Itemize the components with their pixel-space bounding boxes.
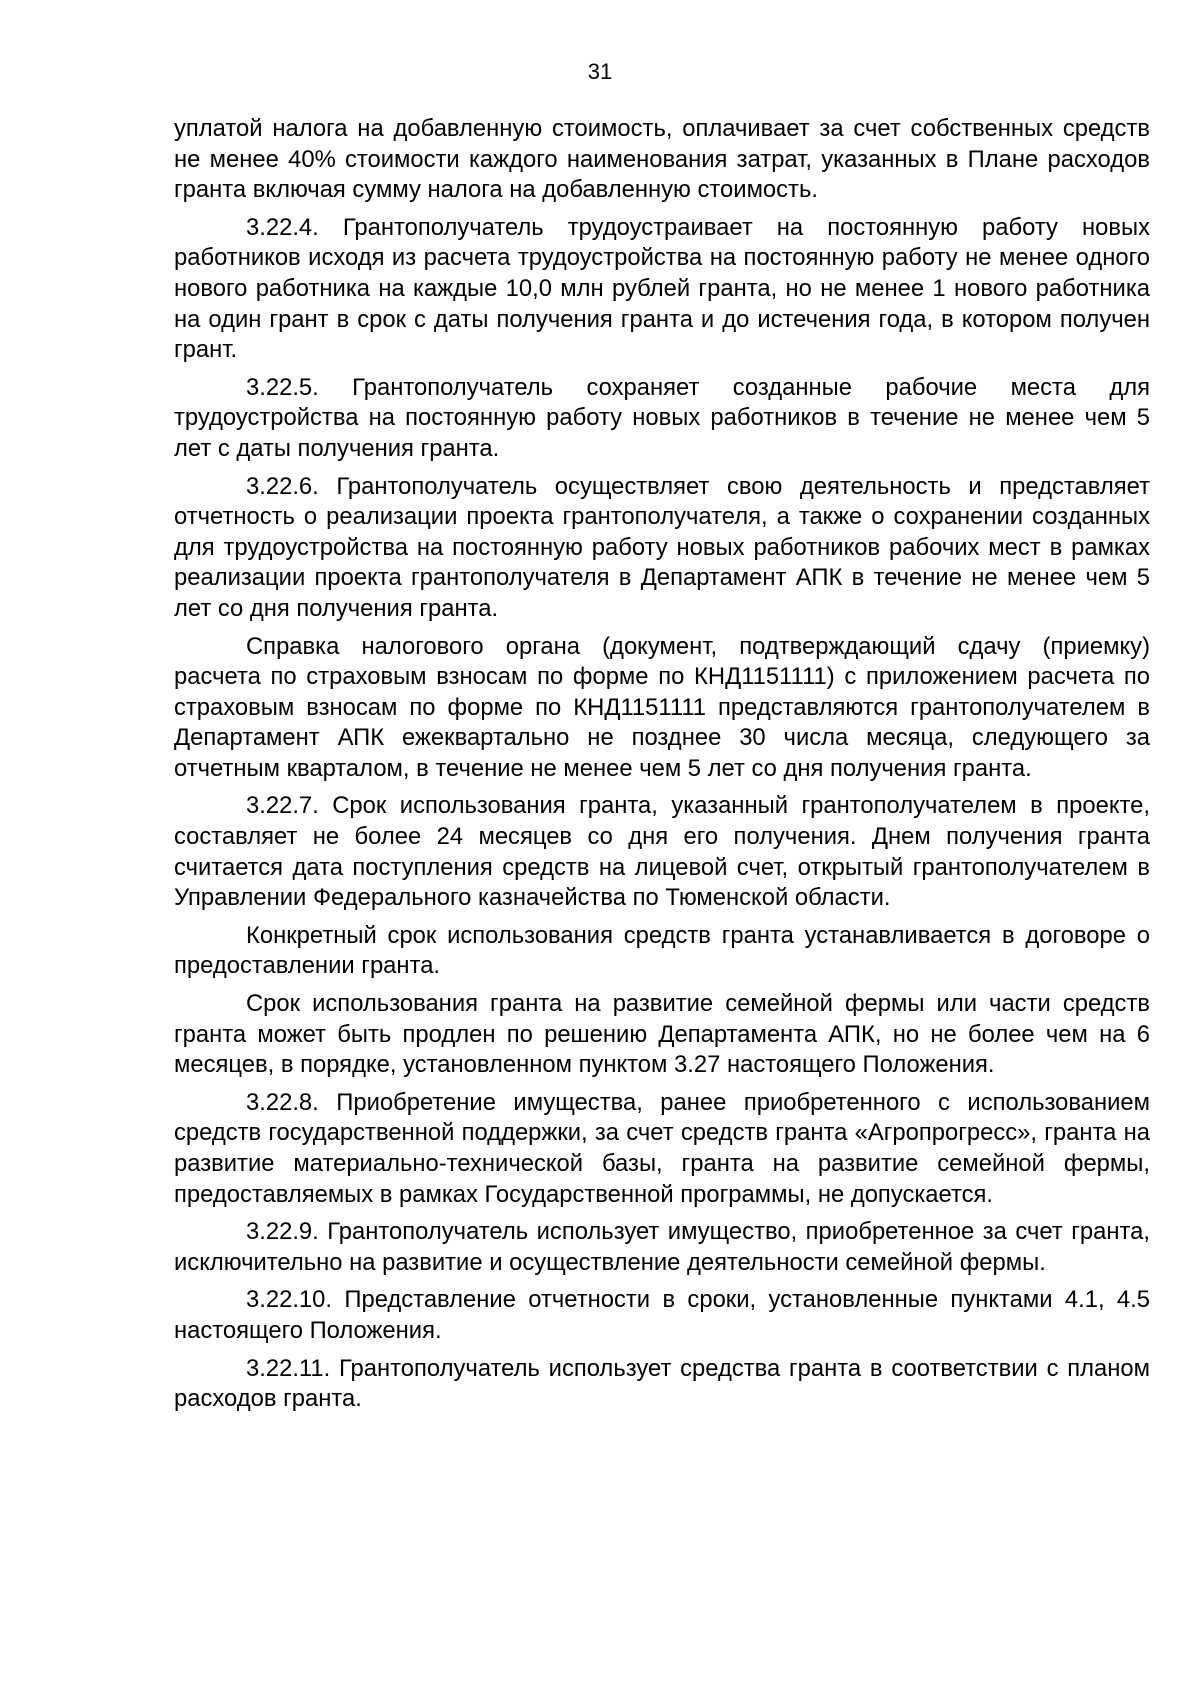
paragraph-3-22-6: 3.22.6. Грантополучатель осуществляет свою деятельность и представляет отчетность о реализации проекта грантополучателя, а также о сохранении созданных для трудоустройства на постоянную работу новых работников рабочих мест в рамках реализации проекта грантополучателя в Департамент АПК в течение не менее чем 5 лет со дня получения гранта. (174, 472, 1150, 622)
document-body (174, 114, 1150, 1422)
paragraph-specific-term: Конкретный срок использования средств гранта устанавливается в договоре о предоставлении гранта. (174, 921, 1150, 980)
paragraph-continuation: уплатой налога на добавленную стоимость, оплачивает за счет собственных средств не менее 40% стоимости каждого наименования затрат, указанных в Плане расходов гранта включая сумму налога на добавленную стоимость. (174, 115, 1150, 204)
paragraph-3-22-11: 3.22.11. Грантополучатель использует средства гранта в соответствии с планом расходов гранта. (174, 1354, 1150, 1413)
page-number: 31 (587, 59, 613, 84)
paragraph-3-22-5: 3.22.5. Грантополучатель сохраняет созданные рабочие места для трудоустройства на постоянную работу новых работников в течение не менее чем 5 лет с даты получения гранта. (174, 373, 1150, 462)
paragraph-3-22-10: 3.22.10. Представление отчетности в сроки, установленные пунктами 4.1, 4.5 настоящего Положения. (174, 1286, 1150, 1344)
paragraph-term-extension: Срок использования гранта на развитие семейной фермы или части средств гранта может быть продлен по решению Департамента АПК, но не более чем на 6 месяцев, в порядке, установленном пунктом 3.27 настоящего Положения. (174, 990, 1150, 1079)
paragraph-3-22-7: 3.22.7. Срок использования гранта, указанный грантополучателем в проекте, составляет не более 24 месяцев со дня его получения. Днем получения гранта считается дата поступления средств на лицевой счет, открытый грантополучателем в Управлении Федерального казначейства по Тюменской области. (174, 792, 1150, 912)
paragraph-3-22-8: 3.22.8. Приобретение имущества, ранее приобретенного с использованием средств государственной поддержки, за счет средств гранта «Агропрогресс», гранта на развитие материально-технической базы, гранта на развитие семейной фермы, предоставляемых в рамках Государственной программы, не допускается. (174, 1088, 1150, 1208)
paragraph-3-22-4: 3.22.4. Грантополучатель трудоустраивает на постоянную работу новых работников исходя из расчета трудоустройства на постоянную работу не менее одного нового работника на каждые 10,0 млн рублей гранта, но не менее 1 нового работника на один грант в срок с даты получения гранта и до истечения года, в котором получен грант. (174, 213, 1150, 364)
paragraph-3-22-9: 3.22.9. Грантополучатель использует имущество, приобретенное за счет гранта, исключительно на развитие и осуществление деятельности семейной фермы. (174, 1218, 1150, 1276)
paragraph-tax-certificate: Справка налогового органа (документ, подтверждающий сдачу (приемку) расчета по страховым взносам по форме по КНД1151111) с приложением расчета по страховым взносам по форме по КНД1151111 представляются грантополучателем в Департамент АПК ежеквартально не позднее 30 числа месяца, следующего за отчетным кварталом, в течение не менее чем 5 лет со дня получения гранта. (174, 632, 1150, 782)
